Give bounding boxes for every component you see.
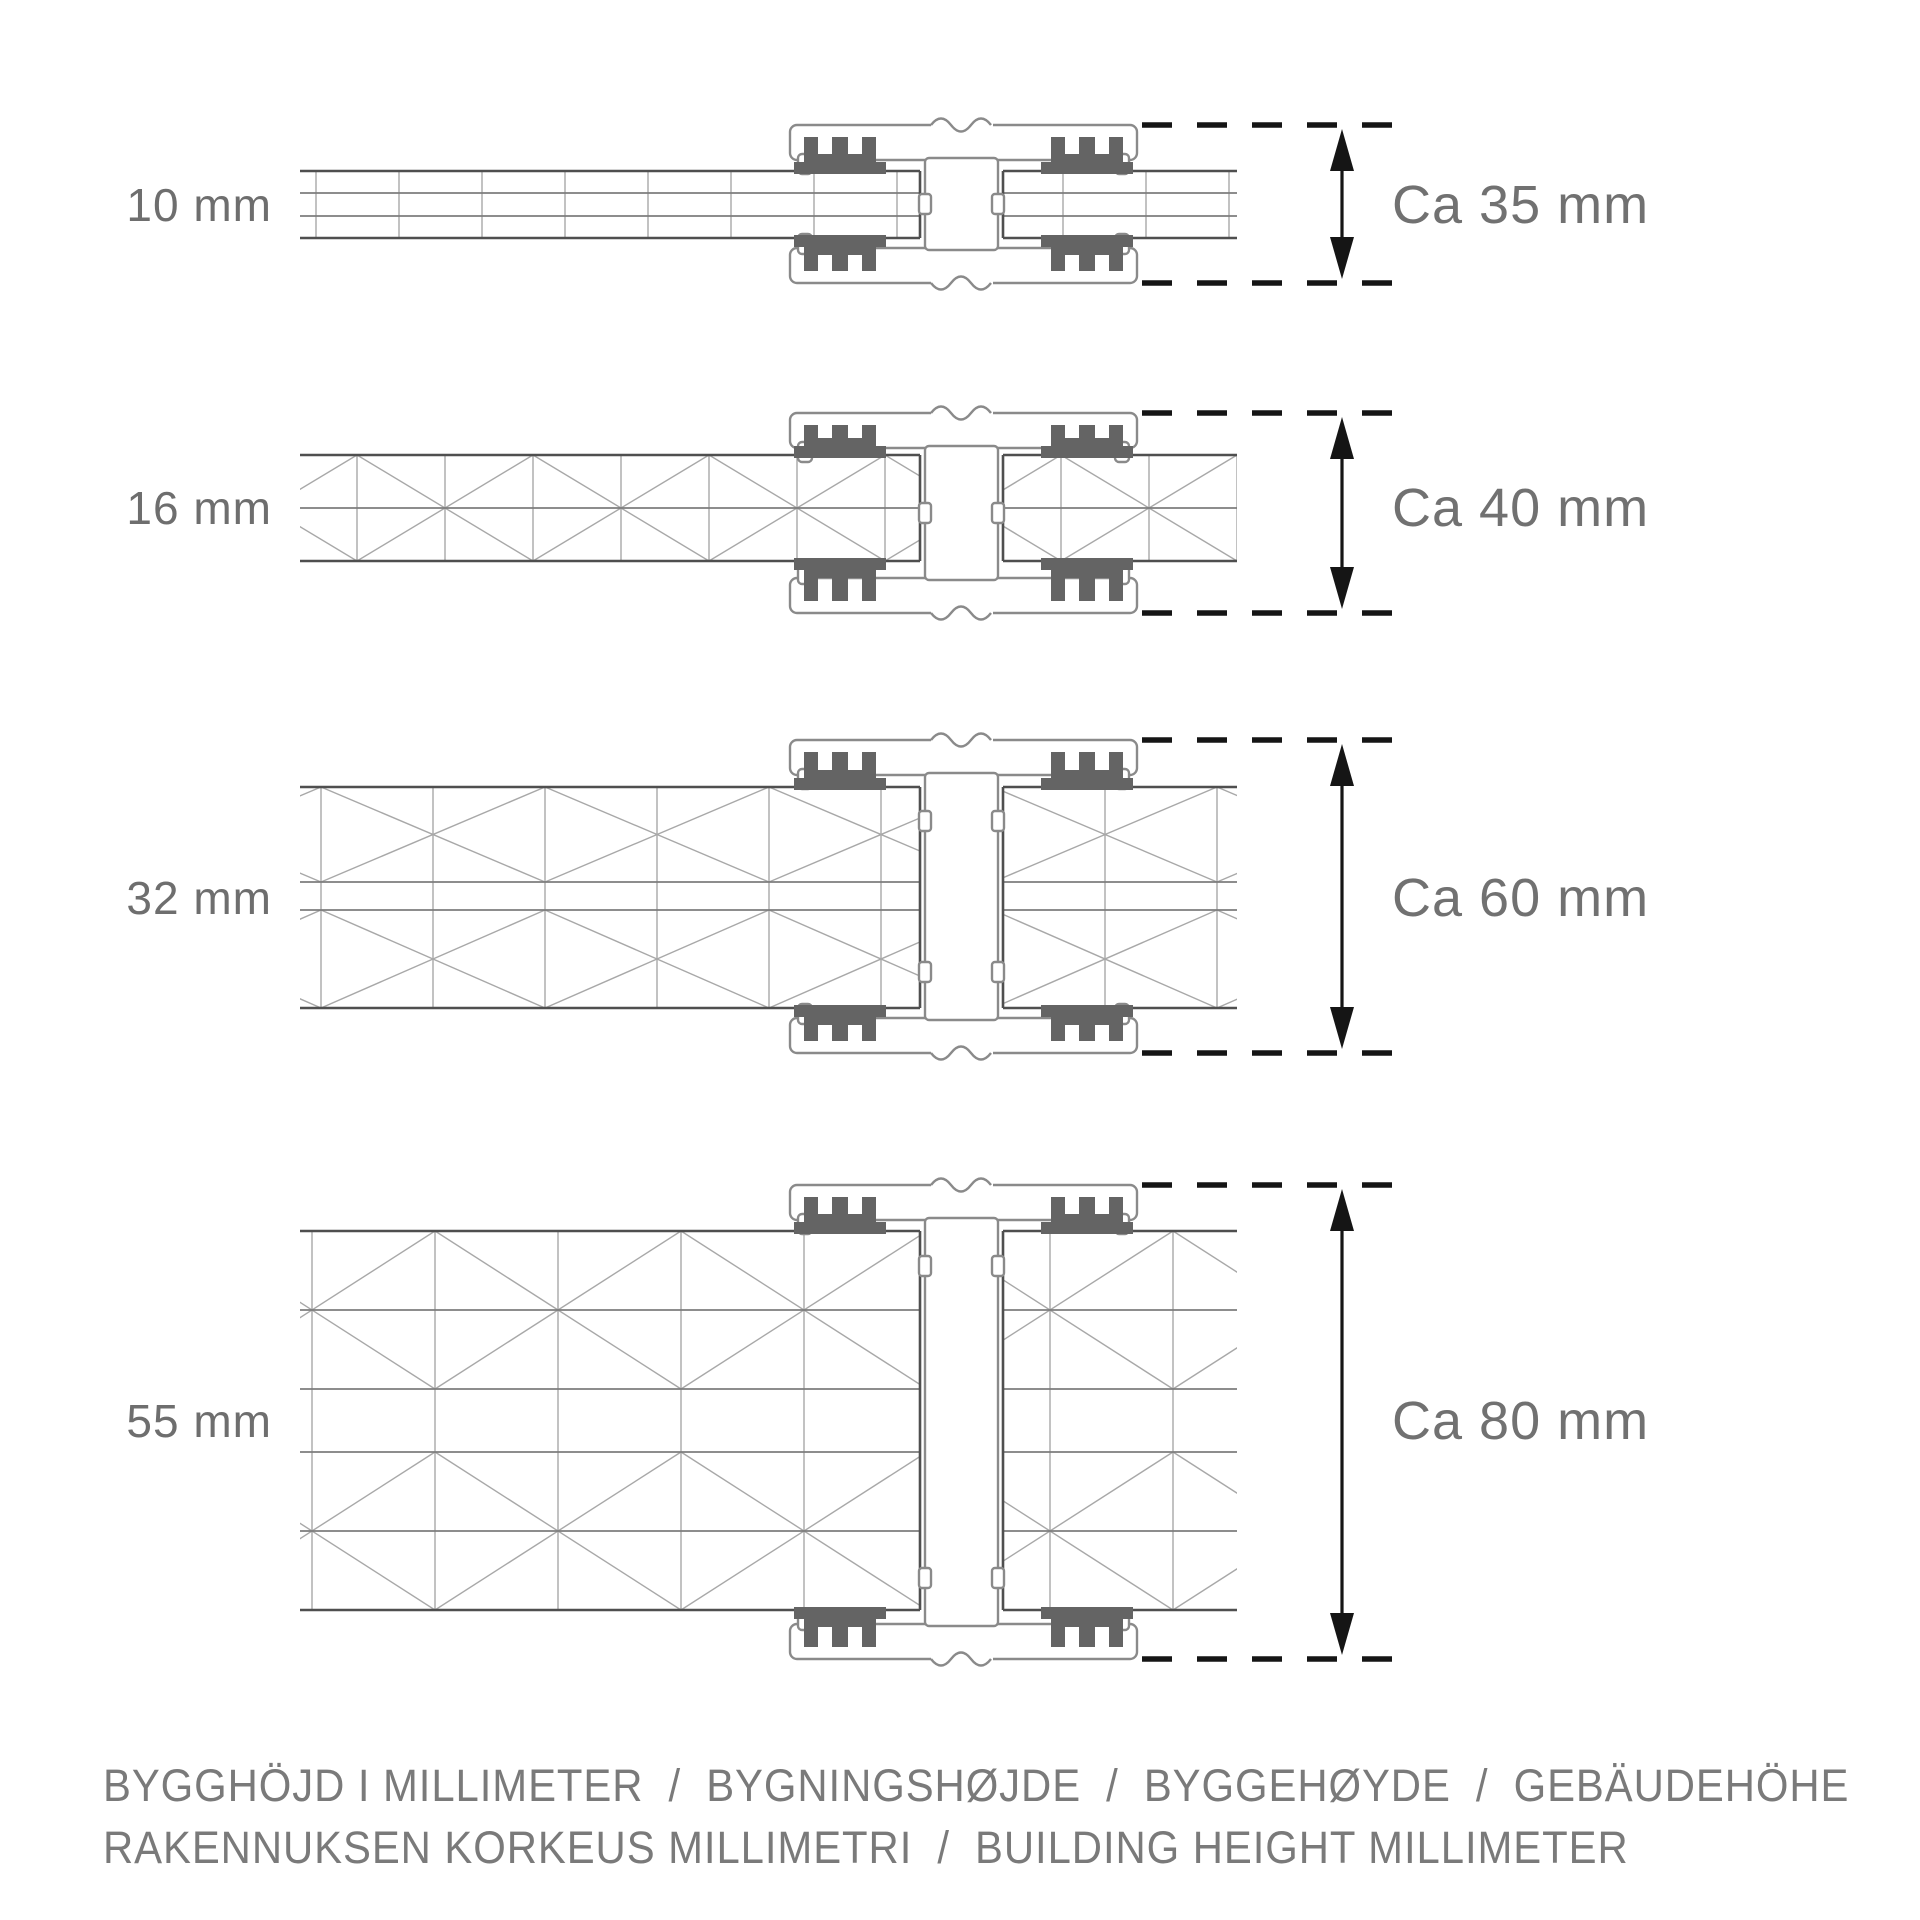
footer-caption-line-1: BYGGHÖJD I MILLIMETER / BYGNINGSHØJDE / BYGGEHØYDE / GEBÄUDEHÖHE: [103, 1760, 1850, 1811]
thickness-label-2: 32 mm: [126, 871, 272, 924]
thickness-label-3: 55 mm: [126, 1394, 272, 1447]
thickness-label-1: 16 mm: [126, 482, 272, 534]
height-label-3: Ca 80 mm: [1392, 1390, 1650, 1451]
height-label-2: Ca 60 mm: [1392, 867, 1650, 928]
height-label-0: Ca 35 mm: [1392, 174, 1650, 235]
footer-caption-line-2: RAKENNUKSEN KORKEUS MILLIMETRI / BUILDING HEIGHT MILLIMETER: [103, 1822, 1629, 1873]
thickness-label-0: 10 mm: [126, 178, 272, 231]
height-label-1: Ca 40 mm: [1392, 478, 1650, 538]
